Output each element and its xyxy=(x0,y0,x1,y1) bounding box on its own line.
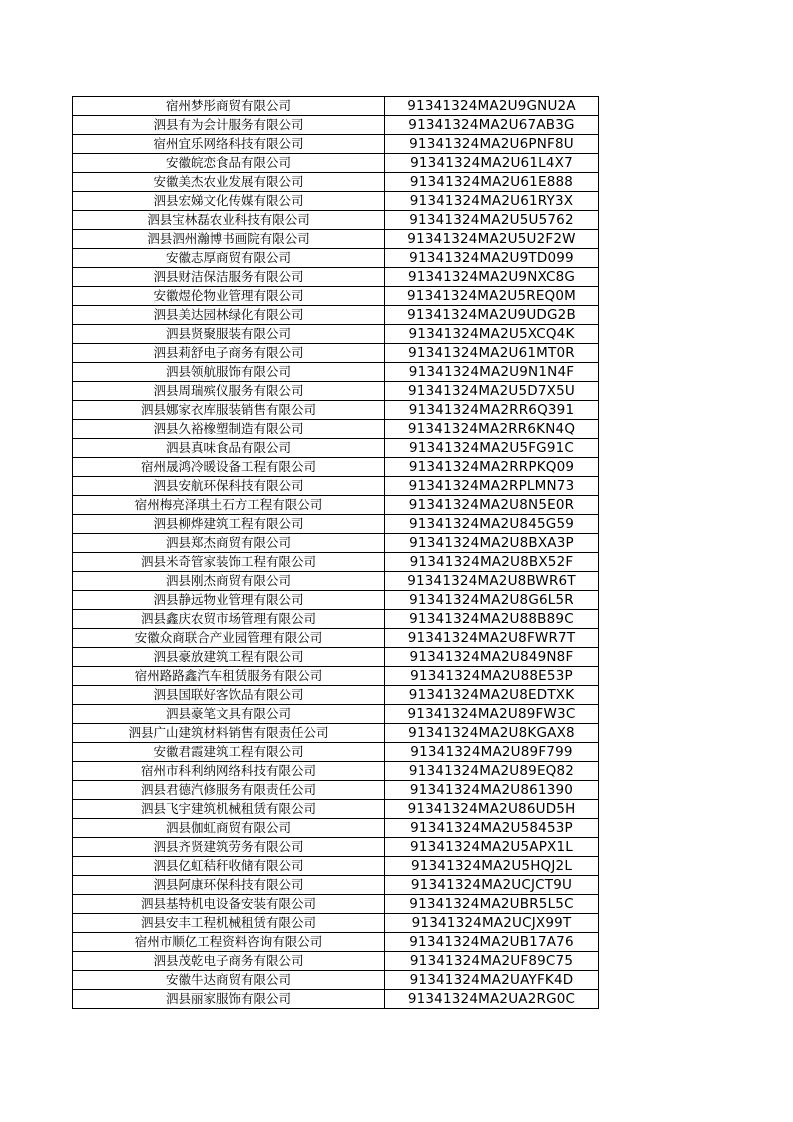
company-name-cell: 泗县久裕橡塑制造有限公司 xyxy=(73,420,385,439)
credit-code-cell: 91341324MA2RRPKQ09 xyxy=(385,458,599,477)
table-row xyxy=(73,477,599,496)
company-name-cell: 泗县真味食品有限公司 xyxy=(73,439,385,458)
table-row xyxy=(73,933,599,952)
credit-code-cell: 91341324MA2UCJX99T xyxy=(385,914,599,933)
table-row xyxy=(73,648,599,667)
company-name-cell: 宿州路路鑫汽车租赁服务有限公司 xyxy=(73,667,385,686)
table-row xyxy=(73,287,599,306)
credit-code-cell: 91341324MA2U88B89C xyxy=(385,610,599,629)
table-row xyxy=(73,249,599,268)
company-name-cell: 泗县广山建筑材料销售有限责任公司 xyxy=(73,724,385,743)
credit-code-cell: 91341324MA2U9N1N4F xyxy=(385,363,599,382)
table-row xyxy=(73,876,599,895)
credit-code-cell: 91341324MA2U5D7X5U xyxy=(385,382,599,401)
credit-code-cell: 91341324MA2UCJCT9U xyxy=(385,876,599,895)
table-row xyxy=(73,743,599,762)
credit-code-cell: 91341324MA2U861390 xyxy=(385,781,599,800)
credit-code-cell: 91341324MA2U8N5E0R xyxy=(385,496,599,515)
company-name-cell: 泗县丽家服饰有限公司 xyxy=(73,990,385,1009)
company-name-cell: 泗县伽虹商贸有限公司 xyxy=(73,819,385,838)
credit-code-cell: 91341324MA2U9TD099 xyxy=(385,249,599,268)
company-name-cell: 泗县亿虹秸秆收储有限公司 xyxy=(73,857,385,876)
credit-code-cell: 91341324MA2U89FW3C xyxy=(385,705,599,724)
company-name-cell: 泗县财洁保洁服务有限公司 xyxy=(73,268,385,287)
table-row xyxy=(73,325,599,344)
company-name-cell: 泗县美达园林绿化有限公司 xyxy=(73,306,385,325)
company-name-cell: 泗县飞宇建筑机械租赁有限公司 xyxy=(73,800,385,819)
table-row xyxy=(73,173,599,192)
company-name-cell: 泗县阿康环保科技有限公司 xyxy=(73,876,385,895)
table-row xyxy=(73,629,599,648)
credit-code-cell: 91341324MA2U86UD5H xyxy=(385,800,599,819)
credit-code-cell: 91341324MA2U9NXC8G xyxy=(385,268,599,287)
table-row xyxy=(73,667,599,686)
credit-code-cell: 91341324MA2U5U5762 xyxy=(385,211,599,230)
company-name-cell: 泗县郑杰商贸有限公司 xyxy=(73,534,385,553)
table-row xyxy=(73,496,599,515)
credit-code-cell: 91341324MA2U8KGAX8 xyxy=(385,724,599,743)
table-row xyxy=(73,382,599,401)
table-row xyxy=(73,838,599,857)
company-name-cell: 泗县安丰工程机械租赁有限公司 xyxy=(73,914,385,933)
company-name-cell: 泗县君德汽修服务有限责任公司 xyxy=(73,781,385,800)
company-registry-table xyxy=(72,96,599,1009)
company-name-cell: 宿州市顺亿工程资料咨询有限公司 xyxy=(73,933,385,952)
table-row xyxy=(73,781,599,800)
table-row xyxy=(73,534,599,553)
table-row xyxy=(73,895,599,914)
company-name-cell: 泗县国联好客饮品有限公司 xyxy=(73,686,385,705)
company-name-cell: 泗县贤聚服装有限公司 xyxy=(73,325,385,344)
table-row xyxy=(73,610,599,629)
table-row xyxy=(73,914,599,933)
company-name-cell: 安徽美杰农业发展有限公司 xyxy=(73,173,385,192)
credit-code-cell: 91341324MA2U8BXA3P xyxy=(385,534,599,553)
company-name-cell: 泗县基特机电设备安装有限公司 xyxy=(73,895,385,914)
table-row xyxy=(73,990,599,1009)
company-name-cell: 安徽牛达商贸有限公司 xyxy=(73,971,385,990)
table-row xyxy=(73,971,599,990)
table-row xyxy=(73,686,599,705)
credit-code-cell: 91341324MA2U5HQJ2L xyxy=(385,857,599,876)
credit-code-cell: 91341324MA2RPLMN73 xyxy=(385,477,599,496)
company-name-cell: 安徽众商联合产业园管理有限公司 xyxy=(73,629,385,648)
company-name-cell: 泗县宏娣文化传媒有限公司 xyxy=(73,192,385,211)
table-row xyxy=(73,192,599,211)
table-body xyxy=(73,97,599,1009)
table-row xyxy=(73,344,599,363)
table-row xyxy=(73,762,599,781)
credit-code-cell: 91341324MA2U61E888 xyxy=(385,173,599,192)
credit-code-cell: 91341324MA2U61MT0R xyxy=(385,344,599,363)
table-row xyxy=(73,97,599,116)
table-row xyxy=(73,952,599,971)
company-name-cell: 泗县宝林磊农业科技有限公司 xyxy=(73,211,385,230)
credit-code-cell: 91341324MA2U67AB3G xyxy=(385,116,599,135)
credit-code-cell: 91341324MA2U8G6L5R xyxy=(385,591,599,610)
credit-code-cell: 91341324MA2U8EDTXK xyxy=(385,686,599,705)
company-name-cell: 泗县周瑞殡仪服务有限公司 xyxy=(73,382,385,401)
company-name-cell: 泗县安航环保科技有限公司 xyxy=(73,477,385,496)
table-row xyxy=(73,724,599,743)
credit-code-cell: 91341324MA2U89EQ82 xyxy=(385,762,599,781)
credit-code-cell: 91341324MA2U89F799 xyxy=(385,743,599,762)
table-row xyxy=(73,572,599,591)
table-row xyxy=(73,211,599,230)
credit-code-cell: 91341324MA2U9UDG2B xyxy=(385,306,599,325)
table-row xyxy=(73,230,599,249)
credit-code-cell: 91341324MA2U8FWR7T xyxy=(385,629,599,648)
company-name-cell: 宿州晟鸿冷暖设备工程有限公司 xyxy=(73,458,385,477)
credit-code-cell: 91341324MA2U5FG91C xyxy=(385,439,599,458)
credit-code-cell: 91341324MA2U6PNF8U xyxy=(385,135,599,154)
company-name-cell: 泗县有为会计服务有限公司 xyxy=(73,116,385,135)
credit-code-cell: 91341324MA2U5XCQ4K xyxy=(385,325,599,344)
table-row xyxy=(73,515,599,534)
table-row xyxy=(73,705,599,724)
credit-code-cell: 91341324MA2UAYFK4D xyxy=(385,971,599,990)
table-row xyxy=(73,553,599,572)
company-name-cell: 泗县米奇管家装饰工程有限公司 xyxy=(73,553,385,572)
table-row xyxy=(73,857,599,876)
company-name-cell: 泗县鑫庆农贸市场管理有限公司 xyxy=(73,610,385,629)
table-row xyxy=(73,116,599,135)
table-row xyxy=(73,800,599,819)
company-name-cell: 宿州梅亮泽琪土石方工程有限公司 xyxy=(73,496,385,515)
credit-code-cell: 91341324MA2U5APX1L xyxy=(385,838,599,857)
credit-code-cell: 91341324MA2U61L4X7 xyxy=(385,154,599,173)
company-name-cell: 泗县齐贤建筑劳务有限公司 xyxy=(73,838,385,857)
credit-code-cell: 91341324MA2UA2RG0C xyxy=(385,990,599,1009)
company-name-cell: 泗县豪放建筑工程有限公司 xyxy=(73,648,385,667)
credit-code-cell: 91341324MA2U8BX52F xyxy=(385,553,599,572)
company-name-cell: 安徽志厚商贸有限公司 xyxy=(73,249,385,268)
table-row xyxy=(73,591,599,610)
table-row xyxy=(73,420,599,439)
table-row xyxy=(73,306,599,325)
credit-code-cell: 91341324MA2U5U2F2W xyxy=(385,230,599,249)
credit-code-cell: 91341324MA2U849N8F xyxy=(385,648,599,667)
credit-code-cell: 91341324MA2U8BWR6T xyxy=(385,572,599,591)
credit-code-cell: 91341324MA2RR6KN4Q xyxy=(385,420,599,439)
credit-code-cell: 91341324MA2UBR5L5C xyxy=(385,895,599,914)
credit-code-cell: 91341324MA2U61RY3X xyxy=(385,192,599,211)
credit-code-cell: 91341324MA2U9GNU2A xyxy=(385,97,599,116)
company-name-cell: 宿州市科利纳网络科技有限公司 xyxy=(73,762,385,781)
credit-code-cell: 91341324MA2RR6Q391 xyxy=(385,401,599,420)
table-row xyxy=(73,135,599,154)
company-name-cell: 泗县娜家衣库服装销售有限公司 xyxy=(73,401,385,420)
company-name-cell: 泗县茂乾电子商务有限公司 xyxy=(73,952,385,971)
company-name-cell: 泗县静远物业管理有限公司 xyxy=(73,591,385,610)
table-row xyxy=(73,154,599,173)
table-row xyxy=(73,439,599,458)
credit-code-cell: 91341324MA2U5REQ0M xyxy=(385,287,599,306)
table-row xyxy=(73,363,599,382)
credit-code-cell: 91341324MA2U88E53P xyxy=(385,667,599,686)
credit-code-cell: 91341324MA2U58453P xyxy=(385,819,599,838)
company-name-cell: 泗县莉舒电子商务有限公司 xyxy=(73,344,385,363)
company-name-cell: 泗县柳烨建筑工程有限公司 xyxy=(73,515,385,534)
table-row xyxy=(73,401,599,420)
company-name-cell: 安徽煜伦物业管理有限公司 xyxy=(73,287,385,306)
company-name-cell: 泗县泗州瀚博书画院有限公司 xyxy=(73,230,385,249)
table-row xyxy=(73,458,599,477)
table-row xyxy=(73,819,599,838)
credit-code-cell: 91341324MA2U845G59 xyxy=(385,515,599,534)
company-name-cell: 安徽皖恋食品有限公司 xyxy=(73,154,385,173)
company-name-cell: 宿州梦彤商贸有限公司 xyxy=(73,97,385,116)
company-name-cell: 宿州宜乐网络科技有限公司 xyxy=(73,135,385,154)
credit-code-cell: 91341324MA2UB17A76 xyxy=(385,933,599,952)
company-name-cell: 泗县豪笔文具有限公司 xyxy=(73,705,385,724)
credit-code-cell: 91341324MA2UF89C75 xyxy=(385,952,599,971)
company-name-cell: 安徽君霞建筑工程有限公司 xyxy=(73,743,385,762)
table-row xyxy=(73,268,599,287)
company-name-cell: 泗县领航服饰有限公司 xyxy=(73,363,385,382)
company-name-cell: 泗县刚杰商贸有限公司 xyxy=(73,572,385,591)
